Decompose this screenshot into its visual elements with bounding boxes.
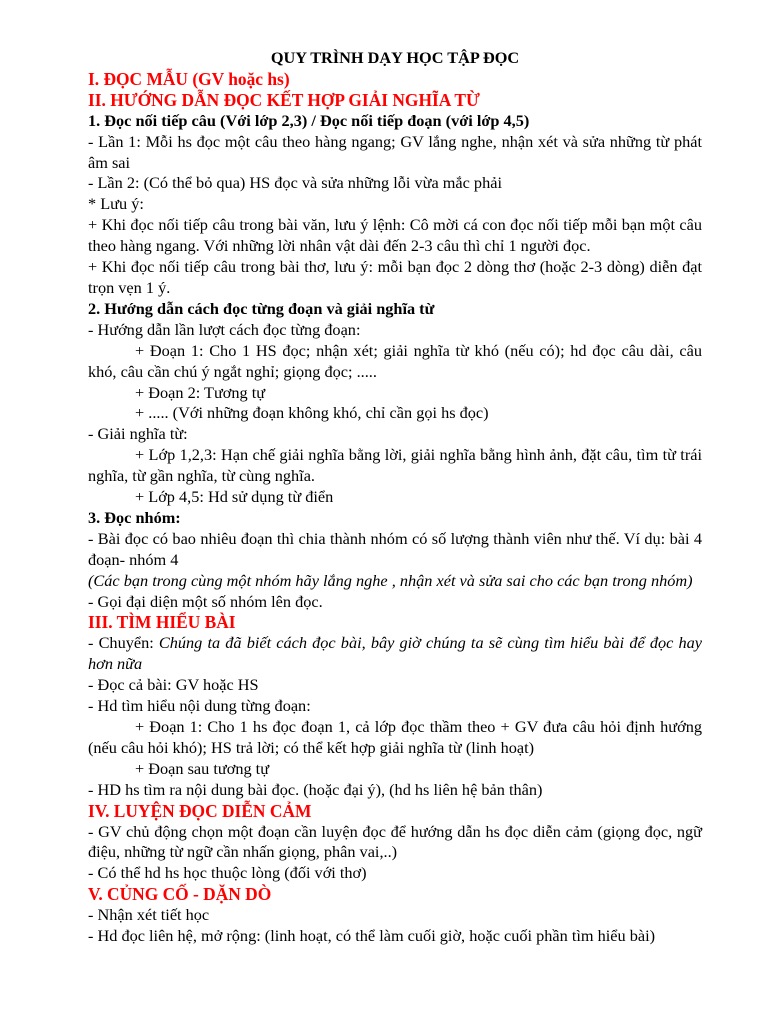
paragraph: + ..... (Với những đoạn không khó, chỉ cần gọi hs đọc) xyxy=(135,403,489,423)
paragraph: - Lần 2: (Có thể bỏ qua) HS đọc và sửa những lỗi vừa mắc phải xyxy=(88,173,502,193)
paragraph: + Khi đọc nối tiếp câu trong bài thơ, lưu ý: mỗi bạn đọc 2 dòng thơ (hoặc 2-3 dòng) diễn đạt trọn vẹn 1 ý. xyxy=(88,257,702,297)
paragraph: - Có thể hd hs học thuộc lòng (đối với thơ) xyxy=(88,863,367,883)
paragraph: + Lớp 1,2,3: Hạn chế giải nghĩa bằng lời, giải nghĩa bằng hình ảnh, đặt câu, tìm từ trái nghĩa, từ gần nghĩa, từ cùng nghĩa. xyxy=(88,445,702,486)
paragraph: - Giải nghĩa từ: xyxy=(88,424,188,444)
paragraph: - Đọc cả bài: GV hoặc HS xyxy=(88,675,259,695)
italic-paragraph: (Các bạn trong cùng một nhóm hãy lắng nghe , nhận xét và sửa sai cho các bạn trong nhóm) xyxy=(88,570,693,590)
section-2-heading: II. HƯỚNG DẪN ĐỌC KẾT HỢP GIẢI NGHĨA TỪ xyxy=(88,89,480,110)
paragraph xyxy=(88,633,702,675)
paragraph: + Đoạn 1: Cho 1 hs đọc đoạn 1, cả lớp đọc thầm theo + GV đưa câu hỏi định hướng (nếu câu hỏi khó); HS trả lời; có thể kết hợp giải nghĩa từ (linh hoạt) xyxy=(88,717,702,757)
paragraph: + Đoạn 2: Tương tự xyxy=(135,382,266,402)
section-4-heading: IV. LUYỆN ĐỌC DIỄN CẢM xyxy=(88,800,312,821)
section-3-heading: III. TÌM HIỂU BÀI xyxy=(88,612,236,633)
section-2-3-heading: 3. Đọc nhóm: xyxy=(88,507,181,527)
paragraph: - Nhận xét tiết học xyxy=(88,905,210,925)
paragraph: - Bài đọc có bao nhiêu đoạn thì chia thành nhóm có số lượng thành viên như thế. Ví dụ: bài 4 đoạn- nhóm 4 xyxy=(88,528,702,569)
paragraph: - Gọi đại diện một số nhóm lên đọc. xyxy=(88,591,323,611)
paragraph: - HD hs tìm ra nội dung bài đọc. (hoặc đại ý), (hd hs liên hệ bản thân) xyxy=(88,779,543,799)
section-2-1-heading: 1. Đọc nối tiếp câu (Với lớp 2,3) / Đọc nối tiếp đoạn (với lớp 4,5) xyxy=(88,110,530,130)
paragraph: + Khi đọc nối tiếp câu trong bài văn, lưu ý lệnh: Cô mời cá con đọc nối tiếp mỗi bạn một câu theo hàng ngang. Với những lời nhân vật dài đến 2-3 câu thì chỉ 1 người đọc. xyxy=(88,215,702,256)
paragraph: + Đoạn 1: Cho 1 HS đọc; nhận xét; giải nghĩa từ khó (nếu có); hd đọc câu dài, câu khó, câu cần chú ý ngắt nghỉ; giọng đọc; ..... xyxy=(88,340,702,381)
document-title: QUY TRÌNH DẠY HỌC TẬP ĐỌC xyxy=(270,48,520,67)
paragraph: - GV chủ động chọn một đoạn cần luyện đọc để hướng dẫn hs đọc diễn cảm (giọng đọc, ngữ điệu, những từ ngữ cần nhấn giọng, phân vai,..) xyxy=(88,821,702,862)
section-2-2-heading: 2. Hướng dẫn cách đọc từng đoạn và giải nghĩa từ xyxy=(88,298,435,318)
note-label: * Lưu ý: xyxy=(88,194,144,214)
transition-prefix: - Chuyển: xyxy=(88,633,159,653)
paragraph: + Lớp 4,5: Hd sử dụng từ điển xyxy=(135,487,334,507)
paragraph: - Lần 1: Mỗi hs đọc một câu theo hàng ngang; GV lắng nghe, nhận xét và sửa những từ phát âm sai xyxy=(88,131,702,172)
paragraph: - Hd tìm hiểu nội dung từng đoạn: xyxy=(88,696,311,716)
paragraph: + Đoạn sau tương tự xyxy=(135,758,270,778)
paragraph: - Hd đọc liên hệ, mở rộng: (linh hoạt, có thể làm cuối giờ, hoặc cuối phần tìm hiểu bài) xyxy=(88,926,656,946)
section-1-heading: I. ĐỌC MẪU (GV hoặc hs) xyxy=(88,68,290,89)
section-5-heading: V. CỦNG CỐ - DẶN DÒ xyxy=(88,884,272,905)
transition-text: Chúng ta đã biết cách đọc bài, bây giờ chúng ta sẽ cùng tìm hiểu bài để đọc hay hơn nữa xyxy=(88,633,702,674)
paragraph: - Hướng dẫn lần lượt cách đọc từng đoạn: xyxy=(88,319,361,339)
